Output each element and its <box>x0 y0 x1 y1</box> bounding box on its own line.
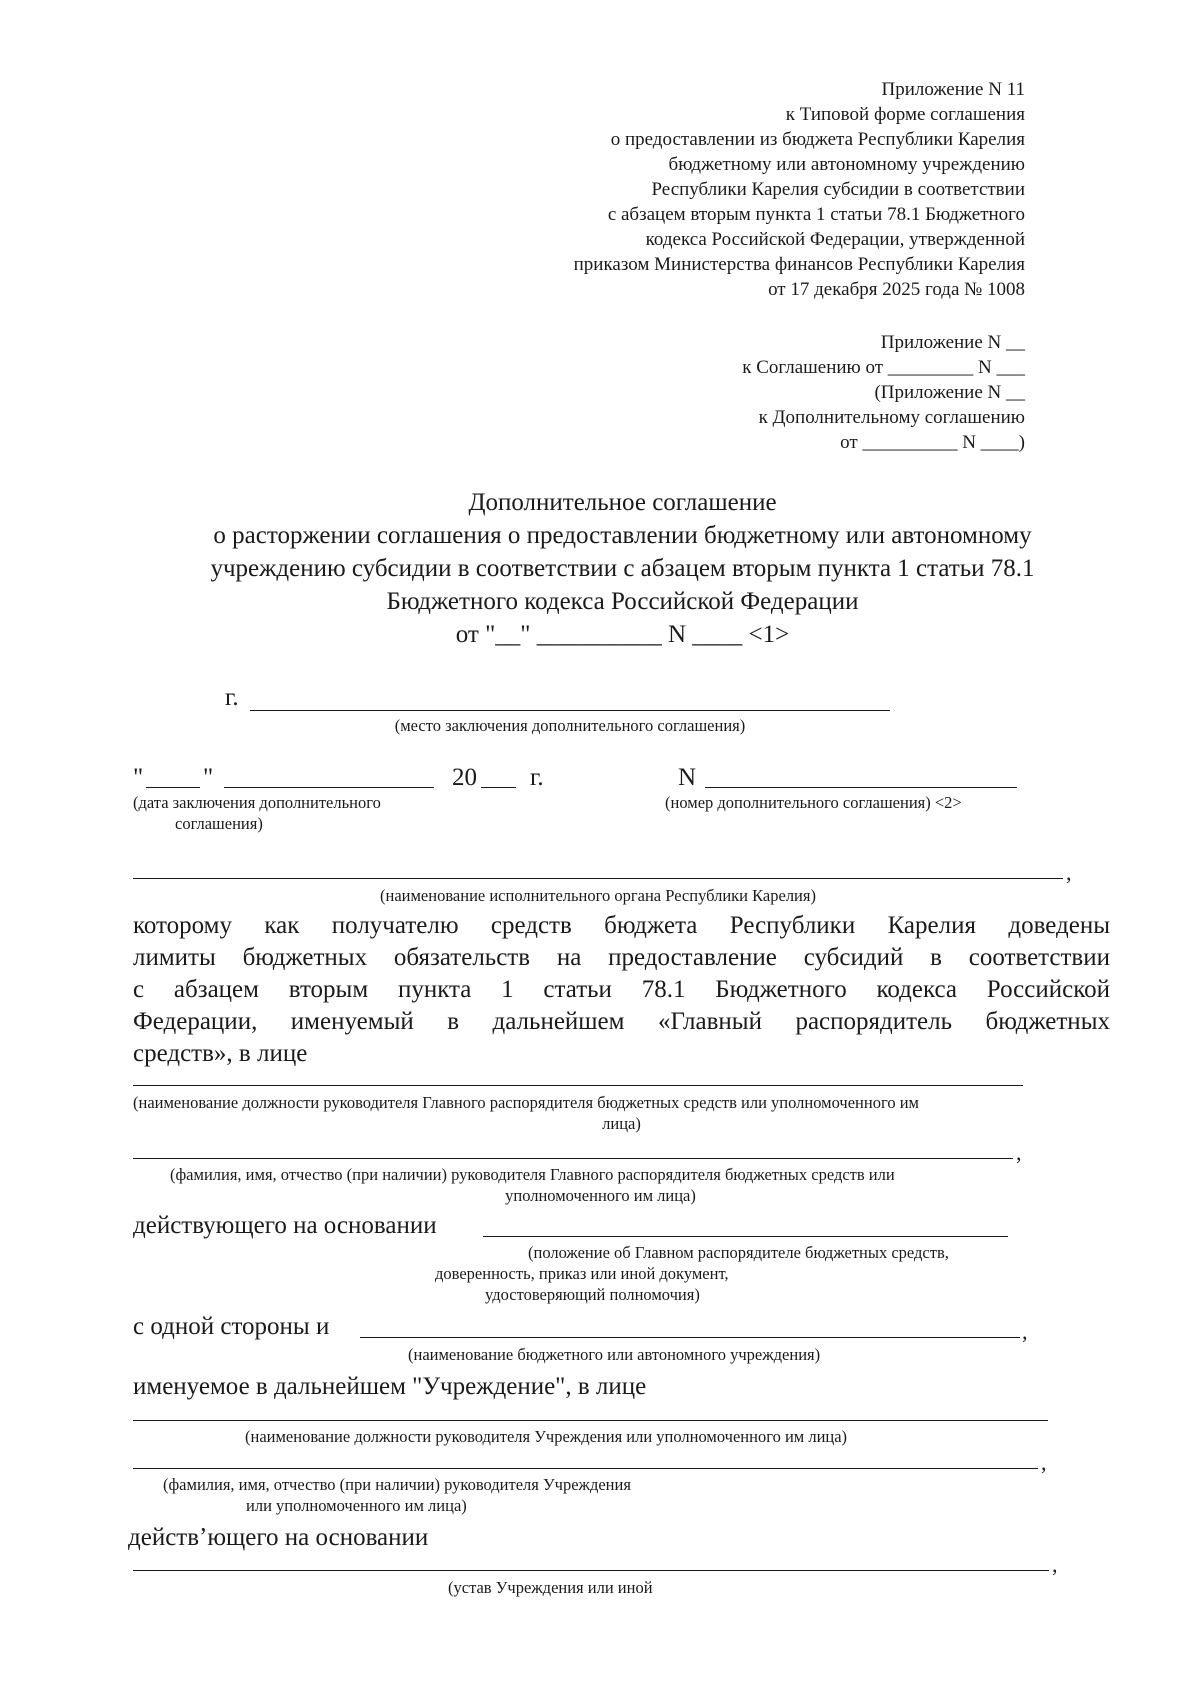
paragraph-line: средств», в лице <box>133 1040 308 1067</box>
gr-name-line <box>133 1158 1013 1159</box>
gr-basis-line <box>483 1236 1008 1237</box>
gr-position-caption: лица) <box>602 1114 641 1133</box>
paragraph-line: с абзацем вторым пункта 1 статьи 78.1 Бюджетного кодекса Российской <box>133 976 1110 1003</box>
appendix-header-line: от 17 декабря 2025 года № 1008 <box>768 279 1025 300</box>
date-caption-line: (дата заключения дополнительного <box>133 793 381 812</box>
date-day-line <box>146 787 200 788</box>
inst-position-caption: (наименование должности руководителя Учреждения или уполномоченного им лица) <box>245 1427 848 1446</box>
title-line: от "__" __________ N ____ <1> <box>455 621 790 648</box>
paragraph-line: лимиты бюджетных обязательств на предоставление субсидий в соответствии <box>133 944 1110 971</box>
appendix-header-line: кодекса Российской Федерации, утвержденной <box>645 229 1025 250</box>
place-caption: (место заключения дополнительного соглашения) <box>394 716 746 735</box>
inst-name-caption: или уполномоченного им лица) <box>246 1496 467 1515</box>
appendix-header-line: Приложение N 11 <box>881 79 1025 100</box>
number-field-line <box>705 787 1017 788</box>
inst-basis-comma: , <box>1052 1552 1058 1577</box>
agreement-ref-line: Приложение N __ <box>880 332 1025 353</box>
gr-basis-caption: доверенность, приказ или иной документ, <box>435 1264 729 1283</box>
appendix-header-line: бюджетному или автономному учреждению <box>668 154 1025 175</box>
inst-position-line <box>133 1420 1048 1421</box>
title-line: Бюджетного кодекса Российской Федерации <box>386 588 859 615</box>
gr-name-caption: уполномоченного им лица) <box>505 1186 696 1205</box>
title-line: о расторжении соглашения о предоставлении бюджетному или автономному <box>213 522 1032 549</box>
date-year-line <box>481 787 516 788</box>
inst-name-caption: (фамилия, имя, отчество (при наличии) руководителя Учреждения <box>163 1475 631 1494</box>
date-caption-line: соглашения) <box>175 814 263 833</box>
title-line: учреждению субсидии в соответствии с абзацем вторым пункта 1 статьи 78.1 <box>210 555 1035 582</box>
executive-body-caption: (наименование исполнительного органа Республики Карелия) <box>380 886 816 905</box>
agreement-ref-line: от __________ N ____) <box>840 432 1025 453</box>
gr-basis-caption: (положение об Главном распорядителе бюджетных средств, <box>528 1243 949 1262</box>
gr-name-comma: , <box>1016 1140 1022 1165</box>
paragraph-line: Федерации, именуемый в дальнейшем «Главный распорядитель бюджетных <box>133 1008 1110 1035</box>
date-year-suffix: г. <box>530 764 544 791</box>
date-quote-close: " <box>203 764 214 791</box>
inst-basis-caption: (устав Учреждения или иной <box>448 1578 653 1597</box>
number-prefix: N <box>678 764 697 791</box>
date-year-prefix: 20 <box>452 764 477 791</box>
gr-name-caption: (фамилия, имя, отчество (при наличии) руководителя Главного распорядителя бюджетных средств или <box>170 1165 895 1184</box>
appendix-header-line: приказом Министерства финансов Республики Карелия <box>573 254 1025 275</box>
executive-body-line <box>133 878 1063 879</box>
inst-basis-line <box>133 1570 1049 1571</box>
date-quote-open: " <box>133 764 144 791</box>
agreement-ref-line: к Дополнительному соглашению <box>758 407 1025 428</box>
gr-position-caption: (наименование должности руководителя Главного распорядителя бюджетных средств или уполномоченного им <box>133 1093 919 1112</box>
title-line: Дополнительное соглашение <box>468 489 777 516</box>
date-month-line <box>224 787 434 788</box>
appendix-header-line: о предоставлении из бюджета Республики Карелия <box>610 129 1025 150</box>
appendix-header-line: Республики Карелия субсидии в соответствии <box>651 179 1025 200</box>
executive-body-comma: , <box>1066 860 1072 885</box>
inst-name-line <box>133 1468 1038 1469</box>
gr-basis-label: действующего на основании <box>133 1212 437 1239</box>
gr-position-line <box>133 1085 1023 1086</box>
institution-label: с одной стороны и <box>133 1313 330 1340</box>
place-prefix: г. <box>225 684 239 711</box>
institution-caption: (наименование бюджетного или автономного учреждения) <box>408 1345 821 1364</box>
institution-line <box>360 1337 1020 1338</box>
agreement-ref-line: (Приложение N __ <box>874 382 1025 403</box>
institution-named-label: именуемое в дальнейшем "Учреждение", в лице <box>133 1373 647 1400</box>
number-caption: (номер дополнительного соглашения) <2> <box>665 793 962 812</box>
inst-basis-label: действʼющего на основании <box>128 1524 429 1551</box>
inst-name-comma: , <box>1041 1450 1047 1475</box>
gr-basis-caption: удостоверяющий полномочия) <box>485 1285 700 1304</box>
appendix-header-line: с абзацем вторым пункта 1 статьи 78.1 Бюджетного <box>607 204 1025 225</box>
paragraph-line: которому как получателю средств бюджета Республики Карелия доведены <box>133 912 1110 939</box>
agreement-ref-line: к Соглашению от _________ N ___ <box>742 357 1025 378</box>
appendix-header-line: к Типовой форме соглашения <box>785 104 1025 125</box>
place-field-line <box>250 710 890 711</box>
institution-comma: , <box>1022 1319 1028 1344</box>
